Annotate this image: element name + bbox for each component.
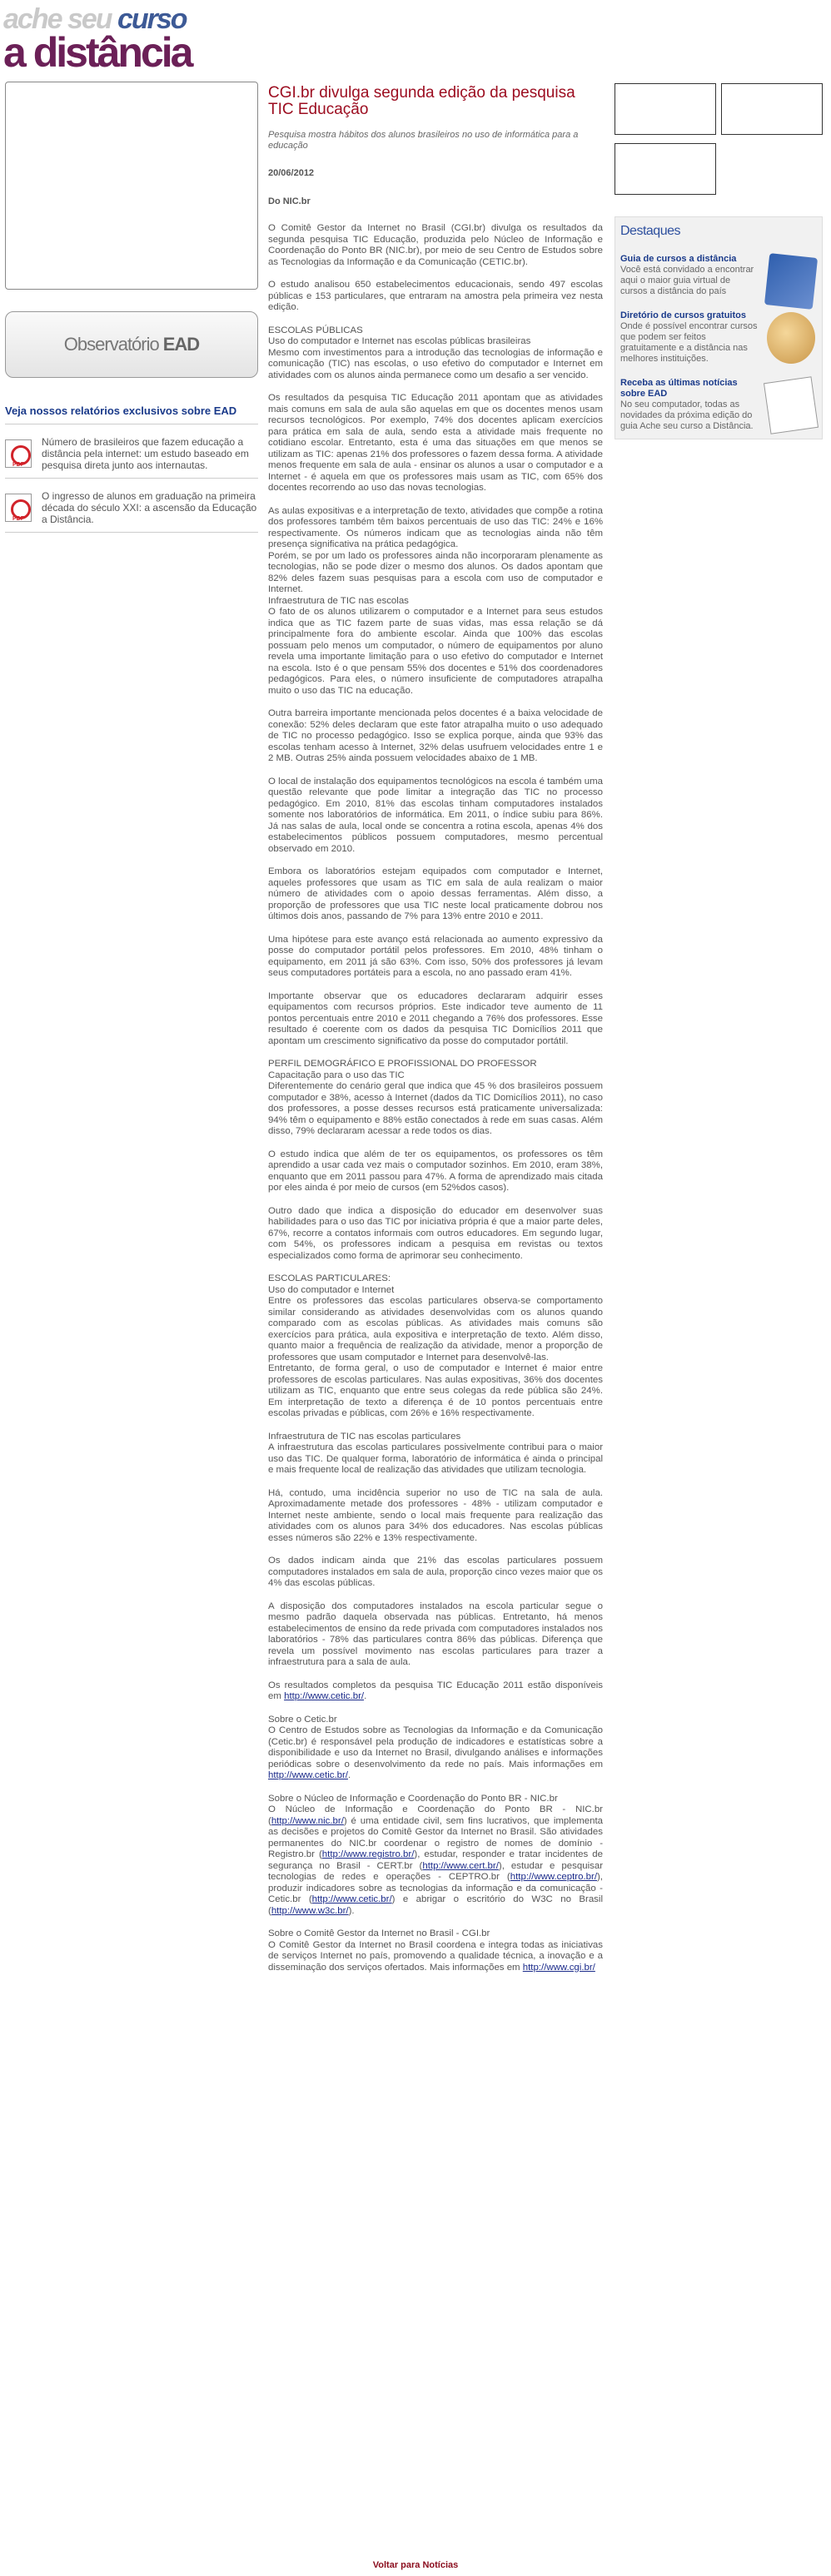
cgi-link[interactable]: http://www.cgi.br/	[522, 1962, 595, 1973]
article-paragraph	[268, 935, 603, 980]
paragraph-line: As aulas expositivas e a interpretação de texto, atividades que compõe a rotina dos professores também têm baixos percentuais de uso das TIC: 24% e 16% respectivamente. Os números indicam que as tecnologias ainda não têm presença significativa na prática pedagógica.	[268, 505, 603, 549]
paragraph-line: Capacitação para o uso das TIC	[268, 1070, 405, 1080]
article-paragraph	[268, 991, 603, 1048]
paragraph-line: A disposição dos computadores instalados na escola particular segue o mesmo padrão daquela observada nas públicas. Entretanto, há menos estabelecimentos de ensino da rede privada com computadores instalados nos laboratórios - 78% das particulares contra 86% das públicas. Diferença que revela um possível movimento nas escolas particulares para trazer a infraestrutura para a sala de aula.	[268, 1601, 603, 1667]
site-logo[interactable]	[3, 3, 211, 75]
report-link[interactable]: O ingresso de alunos em graduação na primeira década do século XXI: a ascensão da Educação a Distância.	[42, 490, 257, 525]
paragraph-line: Infraestrutura de TIC nas escolas particulares	[268, 1431, 461, 1442]
article-paragraph	[268, 1206, 603, 1263]
report-link[interactable]: Número de brasileiros que fazem educação a distância pela internet: um estudo baseado em pesquisa direta junto aos internautas.	[42, 436, 249, 471]
paragraph-line: Importante observar que os educadores declararam adquirir esses equipamentos com recursos próprios. Este indicador teve aumento de 11 pontos percentuais entre 2010 e 2011 chegando a 76% dos professores. Esse resultado é coerente com os dados da pesquisa TIC Domicílios 2011 que apontam um crescimento significativo da posse do computador portátil.	[268, 990, 603, 1046]
paragraph-line: O estudo indica que além de ter os equipamentos, os professores os têm aprendido a usar cada vez mais o computador sozinhos. Em 2010, eram 38%, enquanto que em 2011 passou para 47%. A forma de aprendizado mais citada por eles ainda é por meio de cursos (em 52%dos casos).	[268, 1149, 603, 1193]
article-paragraph	[268, 708, 603, 765]
pdf-icon[interactable]	[5, 439, 32, 468]
ad-square[interactable]	[721, 83, 823, 135]
ad-row	[615, 83, 823, 135]
paragraph-line: Mesmo com investimentos para a introdução das tecnologias de informação e comunicação (TIC) nas escolas, o uso efetivo do computador e Internet em atividades com os alunos ainda permanece como um desafio a ser vencido.	[268, 347, 603, 380]
cetic-link[interactable]: http://www.cetic.br/	[311, 1894, 392, 1904]
paragraph-line: Os resultados da pesquisa TIC Educação 2011 apontam que as atividades mais comuns em sala de aula são aquelas em que os docentes menos usam recursos tecnológicos. Por exemplo, 74% dos docentes aplicam exercícios para prática em sala de aula, sendo esta a atividade mais frequente no cotidiano escolar. Entretanto, esta é uma das situações em que menos se utilizam as TIC: apenas 21% dos professores o fazem dessa forma. A atividade menos frequente em sala de aula - ensinar os alunos a usar o computador e a Internet - é aquela em que os professores mais usam as TIC, com 65% dos docentes recorrendo ao uso das novas tecnologias.	[268, 393, 603, 493]
article-paragraph	[268, 325, 603, 382]
newspaper-icon[interactable]	[764, 376, 819, 434]
paragraph-line: Entre os professores das escolas particulares observa-se comportamento similar considerando as atividades desenvolvidas com os alunos quando comparado com as escolas públicas. As atividades mais comuns são exercícios para prática, aula expositiva e interpretação de texto. Além disso, quanto maior a frequência de realização da atividade, menor a proporção de professores que usam computador e Internet para desenvolvê-las.	[268, 1296, 603, 1362]
destaque-title[interactable]: Receba as últimas notícias sobre EAD	[620, 378, 738, 399]
paragraph-line: Uso do computador e Internet nas escolas públicas brasileiras	[268, 336, 531, 346]
paragraph-line: O Comitê Gestor da Internet no Brasil (CGI.br) divulga os resultados da segunda pesquisa TIC Educação, produzida pelo Núcleo de Informação e Coordenação do Ponto BR (NIC.br), por meio de seu Centro de Estudos sobre as Tecnologias da Informação e da Comunicação (CETIC.br).	[268, 223, 603, 267]
article-paragraph	[268, 1601, 603, 1669]
ad-banner-left[interactable]	[5, 82, 258, 290]
destaque-title[interactable]: Diretório de cursos gratuitos	[620, 310, 746, 320]
paragraph-line: Uma hipótese para este avanço está relacionada ao aumento expressivo da posse do computador portátil pelos professores. Em 2010, 48% tinham o equipamento, em 2011 já são 63%. Com isso, 50% dos professores já levam seus computadores portáteis para a escola, no ano passado eram 41%.	[268, 934, 603, 978]
article-subtitle: Pesquisa mostra hábitos dos alunos brasileiros no uso de informática para a educação	[268, 130, 579, 151]
about-cetic: Sobre o Cetic.br O Centro de Estudos sobre as Tecnologias da Informação e da Comunicação (Cetic.br) é responsável pela produção de indicadores e estatísticas sobre a disponibilidade e uso da Internet no Brasil, divulgando análises e informações periódicas sobre o desenvolvimento da rede no país. Mais informações em http://www.cetic.br/.	[268, 1714, 603, 1780]
paragraph-line: Infraestrutura de TIC nas escolas	[268, 595, 409, 606]
article-paragraph	[268, 1556, 603, 1590]
observatorio-ead-banner[interactable]	[5, 311, 258, 378]
paragraph-line: ESCOLAS PARTICULARES:	[268, 1273, 391, 1283]
article-paragraph	[268, 1273, 603, 1420]
destaque-desc: No seu computador, todas as novidades da próxima edição do guia Ache seu curso a Distância.	[620, 400, 754, 431]
destaque-item[interactable]	[620, 254, 815, 297]
article-body	[268, 223, 603, 1973]
results-paragraph: Os resultados completos da pesquisa TIC Educação 2011 estão disponíveis em http://www.cetic.br/.	[268, 1680, 603, 1701]
article-paragraph	[268, 866, 603, 923]
destaque-item[interactable]	[620, 378, 815, 432]
paragraph-line: O estudo analisou 650 estabelecimentos educacionais, sendo 497 escolas públicas e 153 particulares, que entraram na amostra pela primeira vez nesta edição.	[268, 280, 603, 312]
reports-title: Veja nossos relatórios exclusivos sobre EAD	[5, 405, 258, 424]
article-paragraph	[268, 1149, 603, 1194]
paragraph-line: O fato de os alunos utilizarem o computador e a Internet para seus estudos indica que as TIC fazem parte de suas vidas, mas essa relação se dá principalmente fora do ambiente escolar. Ainda que 100% das escolas possuam pelo menos um computador, o número de equipamentos por aluno revela uma importante limitação para o uso efetivo do computador e Internet na escola. Isto é o que pensam 55% dos docentes e 51% dos coordenadores pedagógicos. Para eles, o número insuficiente de computadores atrapalha muito o uso das TIC na educação.	[268, 607, 603, 696]
destaque-desc: Onde é possível encontrar cursos que podem ser feitos gratuitamente e a distância nas melhores instituições.	[620, 321, 758, 364]
right-sidebar	[615, 83, 823, 439]
back-to-news-link[interactable]: Voltar para Notícias	[372, 2560, 459, 2570]
piggy-bank-icon[interactable]	[767, 312, 815, 364]
article-paragraph	[268, 393, 603, 494]
destaques-title: Destaques	[620, 224, 680, 238]
registro-link[interactable]: http://www.registro.br/	[321, 1849, 415, 1859]
article-paragraph	[268, 223, 603, 268]
paragraph-line: Uso do computador e Internet	[268, 1284, 395, 1295]
observatorio-ead-label: EAD	[162, 334, 200, 355]
paragraph-line: Os dados indicam ainda que 21% das escolas particulares possuem computadores instalados em sala de aula, proporção cinco vezes maior que os 4% das escolas públicas.	[268, 1556, 603, 1588]
report-item[interactable]	[5, 479, 258, 533]
ceptro-link[interactable]: http://www.ceptro.br/	[510, 1872, 597, 1882]
article-paragraph	[268, 777, 603, 856]
paragraph-line: Diferentemente do cenário geral que indica que 45 % dos brasileiros possuem computador e 38%, acesso à Internet (dados da TIC Domicílios 2011), no caso dos professores, a posse desses recursos está praticamente universalizada: 94% têm o equipamento e 88% estão conectados à rede em suas casas. Além disso, 79% declararam acessar a rede todos os dias.	[268, 1081, 603, 1136]
book-icon[interactable]	[764, 253, 818, 310]
logo-line-1: ache seu curso	[3, 3, 187, 35]
article-paragraph	[268, 1488, 603, 1545]
destaque-desc: Você está convidado a encontrar aqui o maior guia virtual de cursos a distância do país	[620, 265, 754, 296]
about-nic: Sobre o Núcleo de Informação e Coordenação do Ponto BR - NIC.br O Núcleo de Informação e Coordenação do Ponto BR - NIC.br (http://www.nic.br/) é uma entidade civil, sem fins lucrativos, que implementa as decisões e projetos do Comitê Gestor da Internet no Brasil. São atividades permanentes do NIC.br coordenar o registro de nomes de domínio - Registro.br (http://www.registro.br/), estudar, responder e tratar incidentes de segurança no Brasil - CERT.br (http://www.cert.br/), estudar e pesquisar tecnologias de redes e operações - CEPTRO.br (http://www.ceptro.br/), produzir indicadores sobre as tecnologias da informação e da comunicação - Cetic.br (http://www.cetic.br/) e abrigar o escritório do W3C no Brasil (http://www.w3c.br/).	[268, 1793, 604, 1916]
nic-link[interactable]: http://www.nic.br/	[271, 1815, 344, 1826]
ad-square[interactable]	[615, 143, 716, 195]
logo-line-2: a distância	[3, 29, 192, 76]
paragraph-line: O local de instalação dos equipamentos tecnológicos na escola é também uma questão relevante que pode limitar a integração das TIC no processo pedagógico. Em 2010, 81% das escolas tinham computadores instalados somente nos laboratórios de informática. Em 2011, o índice subiu para 86%. Já nas salas de aula, local onde se concentra a rotina escola, apenas 4% dos estabelecimentos públicos possuem computadores, mesmo percentual observado em 2010.	[268, 776, 603, 854]
cetic-link[interactable]: http://www.cetic.br/	[284, 1691, 365, 1701]
article-paragraphs	[268, 223, 603, 1669]
ad-square[interactable]	[615, 83, 716, 135]
paragraph-line: PERFIL DEMOGRÁFICO E PROFISSIONAL DO PROFESSOR	[268, 1059, 537, 1069]
cetic-link[interactable]: http://www.cetic.br/	[268, 1770, 348, 1780]
destaque-item[interactable]	[620, 310, 815, 365]
article-title: CGI.br divulga segunda edição da pesquisa TIC Educação	[268, 84, 575, 118]
article-paragraph	[268, 280, 603, 314]
paragraph-line: Porém, se por um lado os professores ainda não incorporaram plenamente as tecnologias, não se pode dizer o mesmo dos alunos. Os dados apontam que 82% deles fazem suas pesquisas para a escola com uso de computador e Internet.	[268, 550, 603, 594]
article	[268, 85, 603, 1985]
report-item[interactable]	[5, 424, 258, 479]
destaque-title[interactable]: Guia de cursos a distância	[620, 254, 737, 264]
about-cgi: Sobre o Comitê Gestor da Internet no Brasil - CGI.br O Comitê Gestor da Internet no Brasil coordena e integra todas as iniciativas de serviços Internet no país, promovendo a qualidade técnica, a inovação e a disseminação dos serviços ofertados. Mais informações em http://www.cgi.br/	[268, 1928, 603, 1973]
article-author: Do NIC.br	[268, 196, 311, 206]
paragraph-line: Embora os laboratórios estejam equipados com computador e Internet, aqueles professores que usam as TIC em sala de aula realizam o maior número de atividades com o apoio dessas ferramentas. Além disso, a proporção de professores que usa TIC neste local praticamente dobrou nos últimos dois anos, passando de 7% para 13% entre 2010 e 2011.	[268, 866, 603, 921]
article-paragraph	[268, 1059, 603, 1138]
left-sidebar	[5, 82, 258, 533]
article-paragraph	[268, 1432, 603, 1477]
article-paragraph	[268, 506, 603, 697]
cert-link[interactable]: http://www.cert.br/	[422, 1860, 499, 1871]
paragraph-line: A infraestrutura das escolas particulares possivelmente contribui para o maior uso das TIC. De qualquer forma, laboratório de informática é ainda o principal e mais frequente local de realização das atividades que utilizam tecnologia.	[268, 1442, 603, 1475]
paragraph-line: ESCOLAS PÚBLICAS	[268, 325, 363, 335]
article-date: 20/06/2012	[268, 168, 315, 178]
paragraph-line: Há, contudo, uma incidência superior no uso de TIC na sala de aula. Aproximadamente metade dos professores - 48% - utilizam computador e Internet neste ambiente, sendo o local mais frequente para realização das atividades com os alunos para 34% dos educadores. Nas escolas públicas esses números são 22% e 13% respectivamente.	[268, 1487, 603, 1543]
paragraph-line: Outro dado que indica a disposição do educador em desenvolver suas habilidades para o uso das TIC por iniciativa própria é que a maior parte deles, 67%, recorre a contatos informais com outros educadores. Em segundo lugar, com 54%, os professores indicam a pesquisa em revistas ou textos especializados como forma de aprimorar seu conhecimento.	[268, 1205, 603, 1261]
destaques-panel	[615, 216, 823, 439]
paragraph-line: Entretanto, de forma geral, o uso de computador e Internet é maior entre professores de escolas particulares. Nas aulas expositivas, 36% dos docentes utilizam as TIC, enquanto que entre seus colegas da rede pública são 24%. Em interpretação de texto a diferença é de 10 pontos percentuais entre escolas privadas e públicas, com 26% e 16% respectivamente.	[268, 1363, 603, 1418]
footer	[0, 2560, 831, 2570]
paragraph-line: Outra barreira importante mencionada pelos docentes é a baixa velocidade de conexão: 52% deles declaram que este fator atrapalha muito o uso adequado de TIC no processo pedagógico. Isso se explica porque, ainda que 93% das escolas tenham acesso à Internet, 32% delas usufruem velocidades entre 1 e 2 MB. Outras 25% ainda possuem velocidades abaixo de 1 MB.	[268, 708, 603, 763]
observatorio-label: Observatório	[63, 334, 159, 355]
pdf-icon[interactable]	[5, 494, 32, 522]
w3c-link[interactable]: http://www.w3c.br/	[271, 1905, 349, 1916]
